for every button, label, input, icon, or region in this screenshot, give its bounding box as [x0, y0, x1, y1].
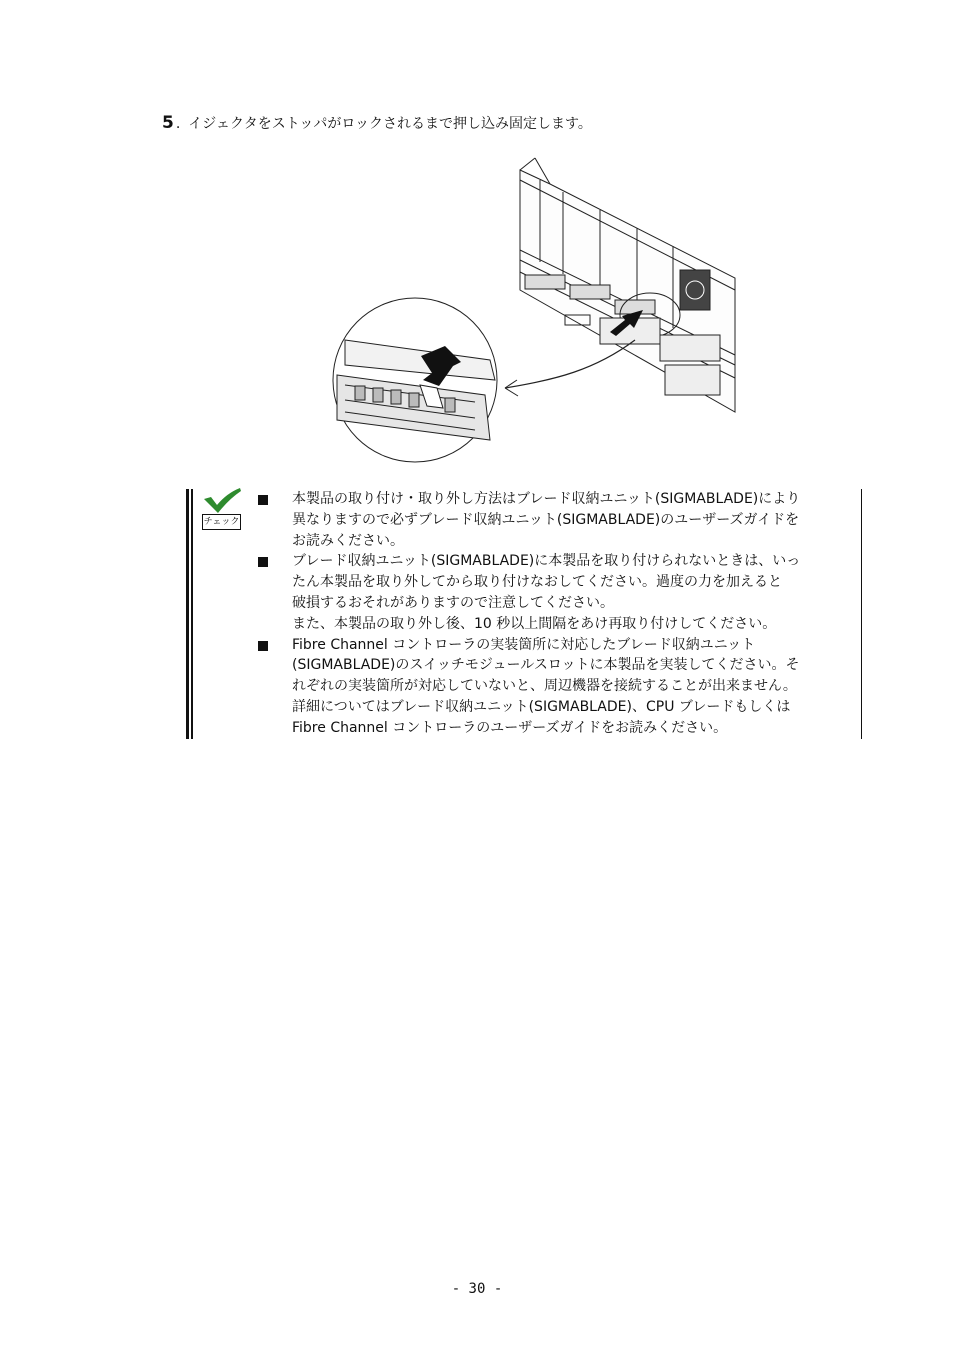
callout-curve	[505, 340, 635, 388]
note-line: また、本製品の取り外し後、10 秒以上間隔をあけ再取り付けしてください。	[292, 615, 777, 632]
square-bullet-icon	[258, 557, 268, 567]
note-line: (SIGMABLADE)のスイッチモジュールスロットに本製品を実装してください。そ	[292, 657, 800, 674]
page-number: - 30 -	[451, 1281, 503, 1297]
note-line: 本製品の取り付け・取り外し方法はブレード収納ユニット(SIGMABLADE)により	[292, 491, 801, 507]
note-right-rule	[861, 489, 862, 739]
note-item	[258, 635, 858, 739]
square-bullet-icon	[258, 641, 268, 651]
check-label: チェック	[202, 514, 241, 530]
note-line: ブレード収納ユニット(SIGMABLADE)に本製品を取り付けられないときは、いっ	[292, 553, 801, 570]
step-5-instruction	[162, 112, 592, 135]
note-left-rule-inner	[191, 489, 193, 739]
note-line: 異なりますので必ずブレード収納ユニット(SIGMABLADE)のユーザーズガイドを	[292, 511, 800, 528]
note-line: れぞれの実装箇所が対応していないと、周辺機器を接続することが出来ません。	[292, 678, 797, 695]
note-list	[258, 489, 858, 739]
square-bullet-icon	[258, 495, 268, 505]
note-line: 破損するおそれがありますので注意してください。	[292, 594, 614, 611]
step-text: イジェクタをストッパがロックされるまで押し込み固定します。	[188, 116, 592, 132]
note-line: Fibre Channel コントローラのユーザーズガイドをお読みください。	[292, 719, 728, 736]
note-line: たん本製品を取り外してから取り付けなおしてください。過度の力を加えると	[292, 574, 782, 591]
note-left-rule	[186, 489, 189, 739]
note-item	[258, 489, 858, 551]
note-line: お読みください。	[292, 532, 404, 549]
step-number-dot: .	[175, 116, 181, 132]
check-mark-icon	[203, 487, 241, 513]
note-item	[258, 551, 858, 634]
note-line: Fibre Channel コントローラの実装箇所に対応したブレード収納ユニット	[292, 636, 756, 653]
step-number: 5	[162, 113, 174, 133]
note-line: 詳細についてはブレード収納ユニット(SIGMABLADE)、CPU ブレードもしくは	[292, 698, 791, 715]
switch-module-insertion-illustration	[325, 150, 745, 470]
